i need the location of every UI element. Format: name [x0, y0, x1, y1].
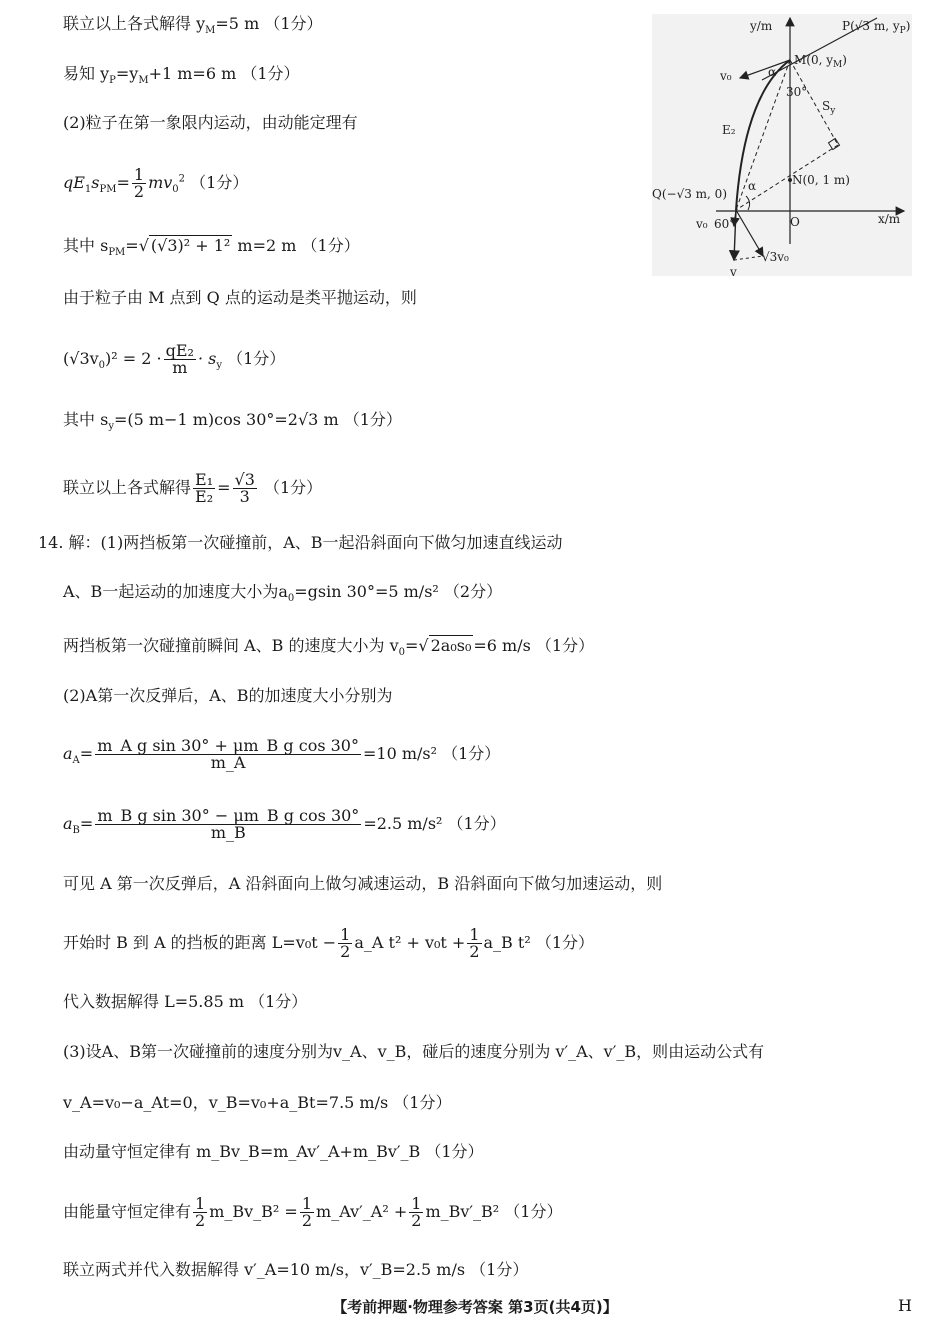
v-dashed — [734, 256, 763, 260]
e2-label: E₂ — [722, 123, 736, 137]
fraction: $\frac{\text{m\_B g sin 30° − μm\_B g cos 30°}}{m\_B}$ — [97, 806, 360, 842]
right-angle-mark — [828, 138, 839, 149]
line-19: (3)设A、B第一次碰撞前的速度分别为v_A、v_B，碰后的速度分别为 v′_A、v′_B，则由运动公式有 — [63, 1042, 765, 1061]
line-9: 联立以上各式解得 $\frac{\text{E₁}}{\text{E₂}}$ = $\frac{√3}{3}$ （1分） — [63, 470, 323, 506]
alpha-top-label: α — [768, 65, 777, 79]
y-axis-label: y/m — [750, 19, 773, 33]
line-12: 两挡板第一次碰撞前瞬间 A、B 的速度大小为 $v_0=√$ 2a₀s₀ =6 m/s （1分） — [63, 636, 595, 659]
line-21: 由动量守恒定律有 m_Bv_B=m_Av′_A+m_Bv′_B （1分） — [63, 1142, 484, 1161]
fraction: $\frac{1}{2}$ — [301, 1194, 313, 1230]
fraction: $\frac{1}{2}$ — [469, 925, 480, 961]
v0-bottom-label: v₀ — [696, 217, 708, 231]
origin-label: O — [790, 215, 800, 229]
line-22: 由能量守恒定律有 $\frac{1}{2}$ m_Bv_B² = $\frac{1}{2}$ m_Av′_A² + $\frac{1}{2}$ m_Bv′_B² （1分） — [63, 1194, 563, 1230]
fraction: $\frac{\text{m\_A g sin 30° + μm\_B g cos 30°}}{m\_A}$ — [97, 736, 359, 772]
line-11: A、B一起运动的加速度大小为$a_0=gsin$ 30°=5 m/s² （2分） — [63, 582, 503, 605]
version-mark: H — [898, 1296, 912, 1315]
line-2: 易知 $y_P=y_M+1$ m=6 m （1分） — [63, 64, 300, 87]
line-5: 其中 $s_{PM}=√$ (√3)² + 1² m=2 m （1分） — [63, 236, 360, 259]
angle-60-label: 60° — [714, 217, 736, 231]
line-23: 联立两式并代入数据解得 v′_A=10 m/s，v′_B=2.5 m/s （1分） — [63, 1260, 529, 1279]
fraction: $\frac{\text{qE₂}}{m}$ — [165, 341, 194, 377]
fraction: $\frac{√3}{3}$ — [234, 470, 255, 506]
sqrt3v0-label: √3v₀ — [762, 250, 789, 264]
line-15: $a_B=$ $\frac{\text{m\_B g sin 30° − μm\_B g cos 30°}}{m\_B}$ =2.5 m/s² （1分） — [63, 806, 506, 842]
line-14: $a_A=$ $\frac{\text{m\_A g sin 30° + μm\_B g cos 30°}}{m\_A}$ =10 m/s² （1分） — [63, 736, 501, 772]
fraction: $\frac{1}{2}$ — [411, 1194, 422, 1230]
line-3: (2)粒子在第一象限内运动，由动能定理有 — [63, 113, 358, 132]
dashed-msy — [790, 60, 838, 145]
sy-label: $S_y$ — [822, 99, 836, 116]
point-n-label: N(0, 1 m) — [792, 173, 850, 187]
line-8: 其中 $s_y=(5$ m−1 m)cos 30°=2√3 m （1分） — [63, 410, 402, 433]
alpha-bottom-label: α — [748, 179, 757, 193]
line-6: 由于粒子由 M 点到 Q 点的运动是类平抛运动，则 — [63, 288, 417, 307]
trajectory-diagram — [652, 14, 912, 276]
line-1: 联立以上各式解得 $y_M=5$ m （1分） — [63, 14, 323, 37]
dashed-mq — [736, 60, 790, 210]
point-m-label: M(0, $y_M$) — [794, 53, 847, 70]
page-footer: 【考前押题·物理参考答案 第3页(共4页)】 — [332, 1298, 618, 1316]
line-20: v_A=v₀−a_At=0，v_B=v₀+a_Bt=7.5 m/s （1分） — [63, 1093, 452, 1112]
angle-30-label: 30° — [786, 85, 808, 99]
fraction: $\frac{1}{2}$ — [340, 925, 351, 961]
x-axis-label: x/m — [878, 212, 901, 226]
fraction: $\frac{\text{E₁}}{\text{E₂}}$ — [195, 470, 214, 506]
line-16: 可见 A 第一次反弹后，A 沿斜面向上做匀减速运动，B 沿斜面向下做匀加速运动，则 — [63, 874, 663, 893]
point-q-label: Q(−√3 m, 0) — [652, 187, 727, 201]
line-7: $(√3v_0)^2 = 2$ · $\frac{\text{qE₂}}{m}$ · $s_y$ （1分） — [63, 341, 286, 377]
fraction: $\frac{1}{2}$ — [195, 1194, 206, 1230]
v0-top-label: v₀ — [720, 69, 732, 83]
line-10: 14. 解：(1)两挡板第一次碰撞前，A、B一起沿斜面向下做匀加速直线运动 — [38, 533, 563, 552]
line-4: $qE_1s_{PM}=$ $\frac{1}{2}$ $mv_0^2$ （1分） — [63, 165, 249, 201]
line-18: 代入数据解得 L=5.85 m （1分） — [63, 992, 308, 1011]
fraction: $\frac{1}{2}$ — [133, 165, 145, 201]
point-p-label: P(√3 m, $y_P$) — [842, 19, 911, 36]
line-17: 开始时 B 到 A 的挡板的距离 L=v₀t − $\frac{1}{2}$ a_A t² + v₀t + $\frac{1}{2}$ a_B t² （1分） — [63, 925, 595, 961]
line-13: (2)A第一次反弹后，A、B的加速度大小分别为 — [63, 686, 393, 705]
sqrt3v0-arrow — [736, 210, 763, 256]
v-label: v — [730, 265, 737, 276]
